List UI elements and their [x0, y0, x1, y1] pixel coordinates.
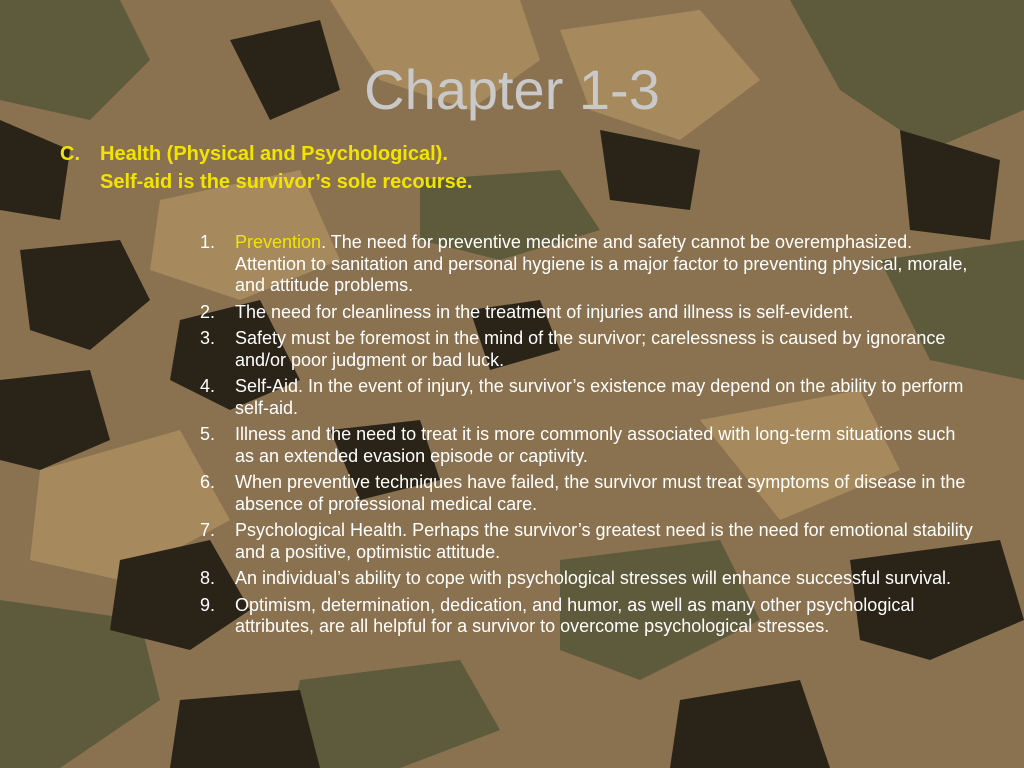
list-item-number: 7.	[200, 520, 216, 540]
list-item	[200, 595, 975, 638]
numbered-list	[200, 232, 975, 643]
list-item	[200, 568, 975, 590]
list-item-body: The need for cleanliness in the treatment of injuries and illness is self-evident.	[235, 301, 854, 322]
list-item-number: 6.	[200, 472, 216, 492]
section-heading-line1: Health (Physical and Psychological).	[100, 143, 448, 165]
list-item	[200, 232, 975, 297]
list-item	[200, 472, 975, 515]
list-item-number: 3.	[200, 328, 216, 348]
section-heading	[60, 140, 960, 196]
list-item-text	[235, 232, 975, 297]
list-item-body: When preventive techniques have failed, the survivor must treat symptoms of disease in the absence of professional medical care.	[235, 472, 966, 514]
section-heading-line2: Self-aid is the survivor’s sole recourse.	[100, 171, 473, 193]
list-item-body: Psychological Health. Perhaps the survivor’s greatest need is the need for emotional stability and a positive, optimistic attitude.	[235, 520, 973, 562]
list-item	[200, 328, 975, 371]
list-item	[200, 520, 975, 563]
list-item-body: Self-Aid. In the event of injury, the survivor’s existence may depend on the ability to perform self-aid.	[235, 376, 964, 418]
list-item	[200, 302, 975, 324]
list-item-body: Illness and the need to treat it is more commonly associated with long-term situations such as an extended evasion episode or captivity.	[235, 424, 956, 466]
list-item-body: An individual’s ability to cope with psychological stresses will enhance successful survival.	[235, 568, 952, 588]
list-item-number: 9.	[200, 594, 216, 615]
slide-title: Chapter 1-3	[364, 58, 660, 121]
list-item-body: Optimism, determination, dedication, and humor, as well as many other psychological attributes, are all helpful for a survivor to overcome psychological stresses.	[235, 594, 915, 636]
list-item-body: . The need for preventive medicine and safety cannot be overemphasized. Attention to sanitation and personal hygiene is a major factor to preventing physical, morale, and attitude problems.	[235, 232, 968, 295]
list-item-highlight: Prevention	[235, 232, 322, 252]
list-item-body: Safety must be foremost in the mind of the survivor; carelessness is caused by ignorance and/or poor judgment or bad luck.	[235, 328, 946, 370]
list-item-number: 4.	[200, 376, 216, 396]
section-marker: C.	[60, 143, 80, 165]
list-item	[200, 376, 975, 419]
list-item	[200, 424, 975, 467]
list-item-number: 2.	[200, 301, 216, 322]
list-item-number: 1.	[200, 232, 216, 252]
list-item-number: 8.	[200, 568, 216, 588]
list-item-number: 5.	[200, 424, 216, 444]
